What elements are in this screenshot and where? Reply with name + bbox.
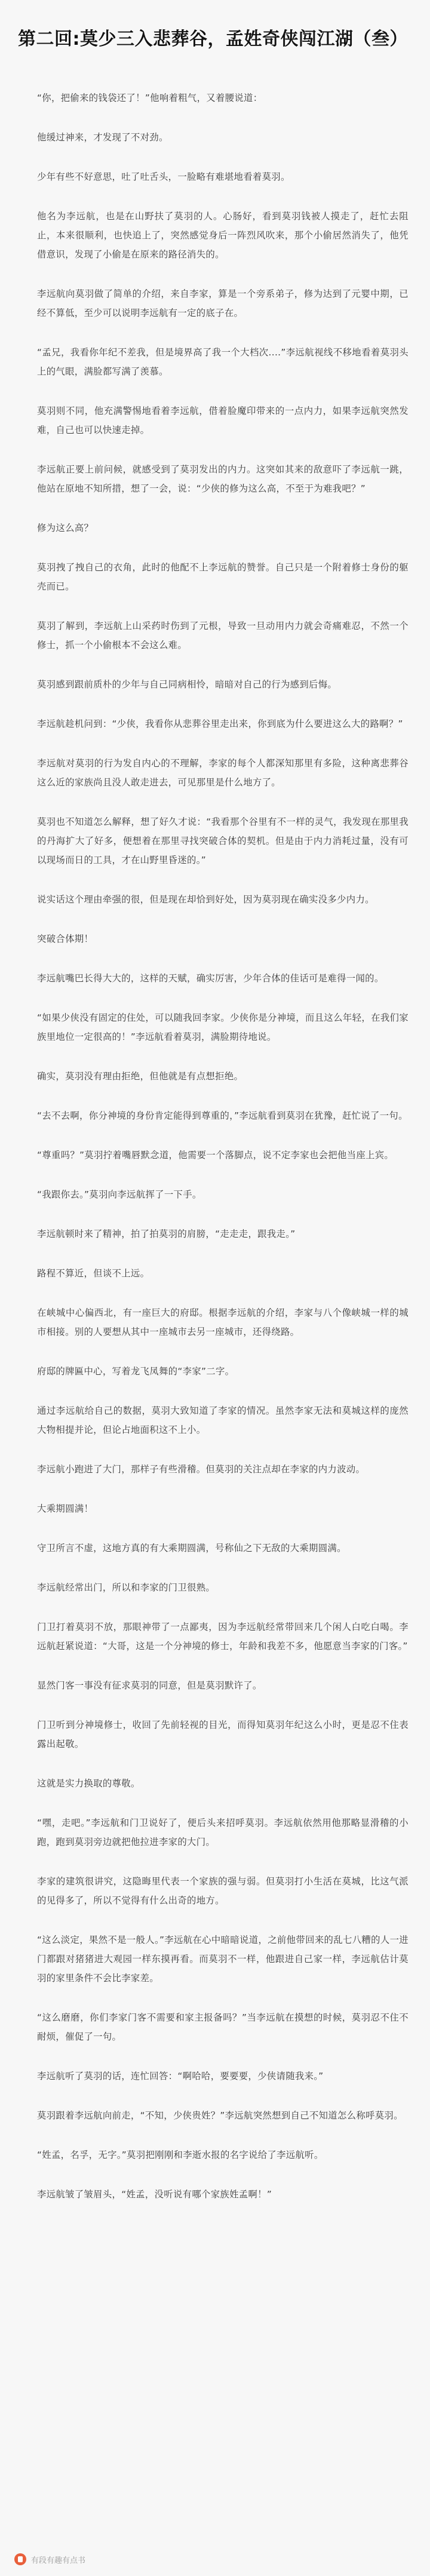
- paragraph: 莫羽拽了拽自己的衣角，此时的他配不上李远航的赞誉。自己只是一个附着修士身份的躯壳而已。: [37, 562, 408, 592]
- paragraph: 李远航正要上前问候，就感受到了莫羽发出的内力。这突如其来的敌意吓了李远航一跳，他站在原地不知所措，想了一会，说：“少侠的修为这么高，不至于为难我吧？”: [37, 464, 408, 494]
- paragraph: 李远航对莫羽的行为发自内心的不理解，李家的每个人都深知那里有多险，这种离悲葬谷这么近的家族尚且没人敢走进去，可见那里是什么地方了。: [37, 758, 408, 788]
- app-footer: [14, 2551, 85, 2568]
- paragraph: 莫羽跟着李远航向前走，“不知，少侠贵姓？”李远航突然想到自己不知道怎么称呼莫羽。: [37, 2110, 403, 2121]
- paragraph: 莫羽了解到，李远航上山采药时伤到了元根，导致一旦动用内力就会奇痛难忍，不然一个修士，抓一个小偷根本不会这么难。: [37, 621, 408, 650]
- paragraph: 他名为李远航，也是在山野扶了莫羽的人。心肠好，看到莫羽钱被人摸走了，赶忙去阻止，本来很顺利，也快追上了，突然感觉身后一阵烈风吹来，那个小偷居然消失了，他凭借意识，发现了小偷是在原来的路径消失的。: [37, 211, 408, 260]
- paragraph: “我跟你去。”莫羽向李远航挥了一下手。: [37, 1189, 202, 1200]
- paragraph: 通过李远航给自己的数据，莫羽大致知道了李家的情况。虽然李家无法和莫城这样的庞然大物相提并论，但论占地面积这不上小。: [37, 1405, 408, 1435]
- paragraph: “嘿，走吧。”李远航和门卫说好了，便后头来招呼莫羽。李远航依然用他那略显滑稽的小跑，跑到莫羽旁边就把他拉进李家的大门。: [37, 1817, 408, 1847]
- paragraph: 莫羽则不同，他充满警惕地看着李远航，借着脸魔印带来的一点内力，如果李远航突然发难，自己也可以快速走掉。: [37, 406, 408, 435]
- paragraph: 李远航趁机问到：“少侠，我看你从悲葬谷里走出来，你到底为什么要进这么大的路啊？”: [37, 719, 403, 729]
- paragraph: 李家的建筑很讲究，这隐晦里代表一个家族的强与弱。但莫羽打小生活在莫城，比这气派的见得多了，所以不觉得有什么出奇的地方。: [37, 1876, 408, 1906]
- paragraph: 说实话这个理由牵强的很，但是现在却恰到好处，因为莫羽现在确实没多少内力。: [37, 894, 374, 905]
- paragraph: 李远航顿时来了精神，拍了拍莫羽的肩膀，“走走走，跟我走。”: [37, 1229, 296, 1239]
- paragraph: “你，把偷来的钱袋还了！”他响着粗气，又着腰说道：: [37, 93, 263, 103]
- paragraph: 李远航皱了皱眉头，“姓孟，没听说有哪个家族姓孟啊！”: [37, 2189, 272, 2200]
- paragraph: “如果少侠没有固定的住处，可以随我回李家。少侠你是分神境，而且这么年轻，在我们家族里地位一定很高的！”李远航看着莫羽，满脸期待地说。: [37, 1012, 408, 1042]
- paragraph: 确实，莫羽没有理由拒绝，但他就是有点想拒绝。: [37, 1071, 244, 1082]
- paragraph: 路程不算近，但谈不上远。: [37, 1268, 150, 1279]
- paragraph: 李远航小跑进了大门，那样子有些滑稽。但莫羽的关注点却在李家的内力波动。: [37, 1464, 366, 1475]
- paragraph: “这么淡定，果然不是一般人。”李远航在心中暗暗说道，之前他带回来的乱七八糟的人一进门都跟对猪猪进大观园一样东摸再看。而莫羽不一样，他跟进自己家一样，李远航估计莫羽的家里条件不会比李家差。: [37, 1935, 408, 1984]
- paragraph: 这就是实力换取的尊敬。: [37, 1778, 140, 1789]
- paragraph: 修为这么高？: [37, 523, 94, 533]
- paragraph: 门卫打着莫羽不放，那眼神带了一点鄙夷，因为李远航经常带回来几个闲人白吃白喝。李远航赶紧说道：“大哥，这是一个分神境的修士，年龄和我差不多，他愿意当李家的门客。”: [37, 1622, 408, 1651]
- paragraph: 在峡城中心偏西北，有一座巨大的府邸。根据李远航的介绍，李家与八个像峡城一样的城市相接。别的人要想从其中一座城市去另一座城市，还得绕路。: [37, 1307, 408, 1337]
- paragraph: “去不去啊，你分神境的身份肯定能得到尊重的，”李远航看到莫羽在犹豫，赶忙说了一句。: [37, 1110, 408, 1121]
- chapter-content: [0, 53, 430, 2204]
- paragraph: 大乘期圆满！: [37, 1503, 94, 1514]
- paragraph: “孟兄，我看你年纪不差我，但是境界高了我一个大档次....”李远航视线不移地看着莫羽头上的气眼，满脸都写满了羡慕。: [37, 347, 408, 377]
- paragraph: 他缓过神来，才发现了不对劲。: [37, 132, 168, 143]
- app-label: 有段有趣有点书: [31, 2556, 86, 2565]
- paragraph: 显然门客一事没有征求莫羽的同意，但是莫羽默许了。: [37, 1680, 262, 1691]
- paragraph: 李远航经常出门，所以和李家的门卫很熟。: [37, 1582, 216, 1593]
- paragraph: 莫羽感到跟前质朴的少年与自己同病相怜，暗暗对自己的行为感到后悔。: [37, 679, 337, 690]
- paragraph: 李远航嘴巴长得大大的，这样的天赋，确实厉害，少年合体的佳话可是难得一闻的。: [37, 973, 384, 984]
- paragraph: 府邸的牌匾中心，写着龙飞凤舞的“李家”二字。: [37, 1366, 235, 1377]
- paragraph: 突破合体期！: [37, 934, 94, 944]
- paragraph: 李远航听了莫羽的话，连忙回答：“啊哈哈，要要要，少侠请随我来。”: [37, 2071, 324, 2081]
- paragraph: 门卫听到分神境修士，收回了先前轻视的目光，而得知莫羽年纪这么小时，更是忍不住表露出起敬。: [37, 1720, 408, 1749]
- paragraph: “姓孟，名孚，无字。”莫羽把刚刚和李逝水报的名字说给了李远航听。: [37, 2150, 324, 2160]
- paragraph: “尊重吗？”莫羽拧着嘴唇默念道，他需要一个落脚点，说不定李家也会把他当座上宾。: [37, 1150, 394, 1160]
- paragraph: 李远航向莫羽做了简单的介绍，来自李家，算是一个旁系弟子，修为达到了元婴中期，已经不算低，至少可以说明李远航有一定的底子在。: [37, 288, 408, 318]
- paragraph: 少年有些不好意思，吐了吐舌头，一脸略有难堪地看着莫羽。: [37, 171, 290, 182]
- paragraph: 守卫所言不虚，这地方真的有大乘期圆满，号称仙之下无敌的大乘期圆满。: [37, 1543, 346, 1553]
- chapter-title: 第二回:莫少三入悲葬谷，孟姓奇侠闯江湖（叁）: [18, 29, 408, 50]
- book-icon: [14, 2553, 26, 2565]
- paragraph: 莫羽也不知道怎么解释，想了好久才说：“我看那个谷里有不一样的灵气，我发现在那里我的丹海扩大了好多，便想着在那里寻找突破合体的契机。但是由于内力消耗过量，没有可以现场而日的工具，才在山野里昏迷的。”: [37, 816, 408, 865]
- paragraph: “这么磨磨，你们李家门客不需要和家主报备吗？”当李远航在摸想的时候，莫羽忍不住不耐烦，催促了一句。: [37, 2012, 408, 2042]
